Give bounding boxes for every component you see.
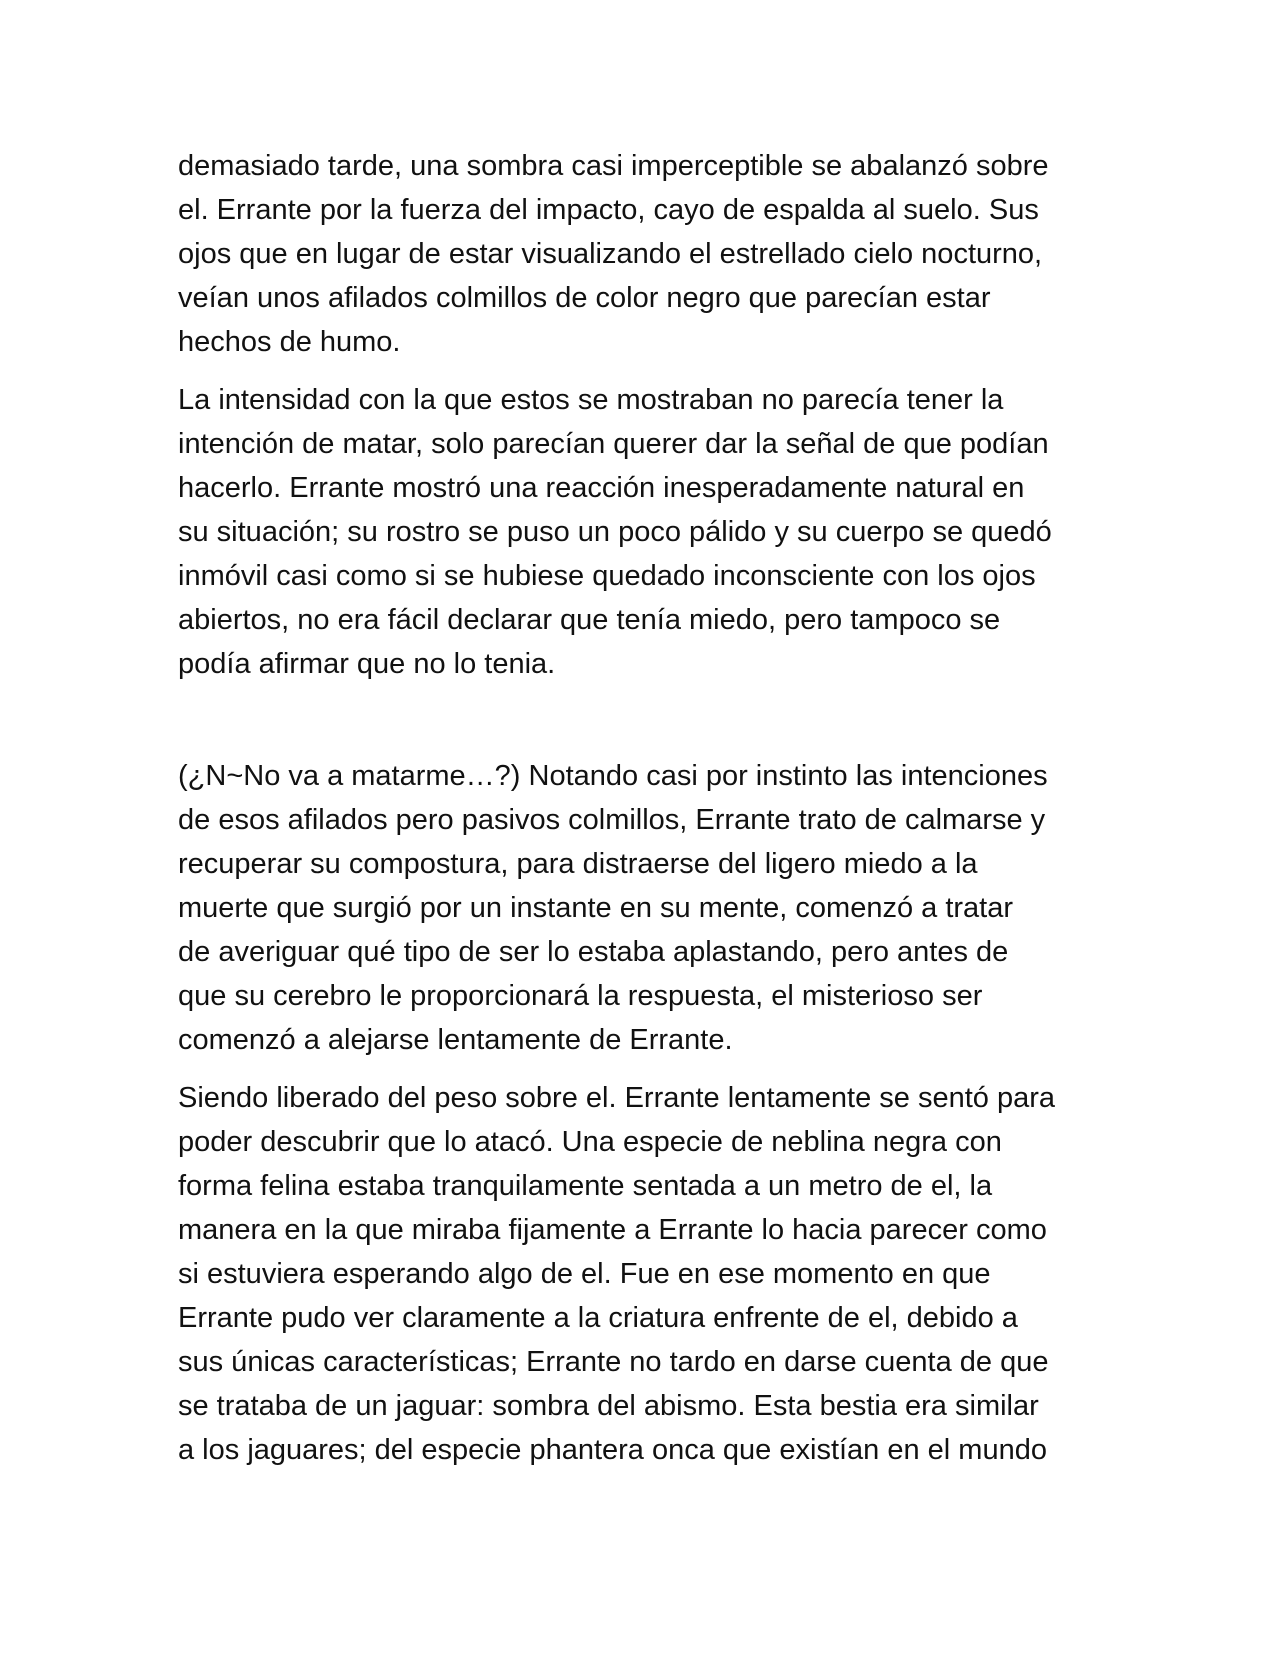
document-page xyxy=(178,144,1108,1486)
text-line: abiertos, no era fácil declarar que tenía miedo, pero tampoco se xyxy=(178,604,1001,636)
text-line: intención de matar, solo parecían querer dar la señal de que podían xyxy=(178,428,1049,460)
text-line: que su cerebro le proporcionará la respuesta, el misterioso ser xyxy=(178,980,983,1012)
text-line: ojos que en lugar de estar visualizando el estrellado cielo nocturno, xyxy=(178,238,1043,270)
text-line: de esos afilados pero pasivos colmillos, Errante trato de calmarse y xyxy=(178,804,1046,836)
text-line: demasiado tarde, una sombra casi imperceptible se abalanzó sobre xyxy=(178,150,1049,182)
text-line: podía afirmar que no lo tenia. xyxy=(178,648,556,680)
text-line: Siendo liberado del peso sobre el. Errante lentamente se sentó para xyxy=(178,1082,1056,1114)
text-line: de averiguar qué tipo de ser lo estaba aplastando, pero antes de xyxy=(178,936,1009,968)
text-line: el. Errante por la fuerza del impacto, cayo de espalda al suelo. Sus xyxy=(178,194,1039,226)
text-line: La intensidad con la que estos se mostraban no parecía tener la xyxy=(178,384,1004,416)
paragraph-2 xyxy=(178,378,1108,686)
text-line: hechos de humo. xyxy=(178,326,401,358)
text-line: (¿N~No va a matarme…?) Notando casi por instinto las intenciones xyxy=(178,760,1048,792)
paragraph-4 xyxy=(178,1076,1108,1472)
text-line: su situación; su rostro se puso un poco pálido y su cuerpo se quedó xyxy=(178,516,1052,548)
text-line: hacerlo. Errante mostró una reacción inesperadamente natural en xyxy=(178,472,1025,504)
text-line: forma felina estaba tranquilamente sentada a un metro de el, la xyxy=(178,1170,993,1202)
paragraph-3 xyxy=(178,754,1108,1062)
text-line: Errante pudo ver claramente a la criatura enfrente de el, debido a xyxy=(178,1302,1018,1334)
text-line: recuperar su compostura, para distraerse del ligero miedo a la xyxy=(178,848,978,880)
text-line: sus únicas características; Errante no tardo en darse cuenta de que xyxy=(178,1346,1049,1378)
text-line: a los jaguares; del especie phantera onca que existían en el mundo xyxy=(178,1434,1047,1466)
text-line: poder descubrir que lo atacó. Una especie de neblina negra con xyxy=(178,1126,1002,1158)
text-line: veían unos afilados colmillos de color negro que parecían estar xyxy=(178,282,991,314)
text-line: comenzó a alejarse lentamente de Errante. xyxy=(178,1024,733,1056)
text-line: se trataba de un jaguar: sombra del abismo. Esta bestia era similar xyxy=(178,1390,1039,1422)
text-line: inmóvil casi como si se hubiese quedado inconsciente con los ojos xyxy=(178,560,1036,592)
text-line: muerte que surgió por un instante en su mente, comenzó a tratar xyxy=(178,892,1014,924)
text-line: manera en la que miraba fijamente a Errante lo hacia parecer como xyxy=(178,1214,1047,1246)
paragraph-1 xyxy=(178,144,1108,364)
text-line: si estuviera esperando algo de el. Fue en ese momento en que xyxy=(178,1258,991,1290)
paragraph-spacer xyxy=(178,700,1108,754)
